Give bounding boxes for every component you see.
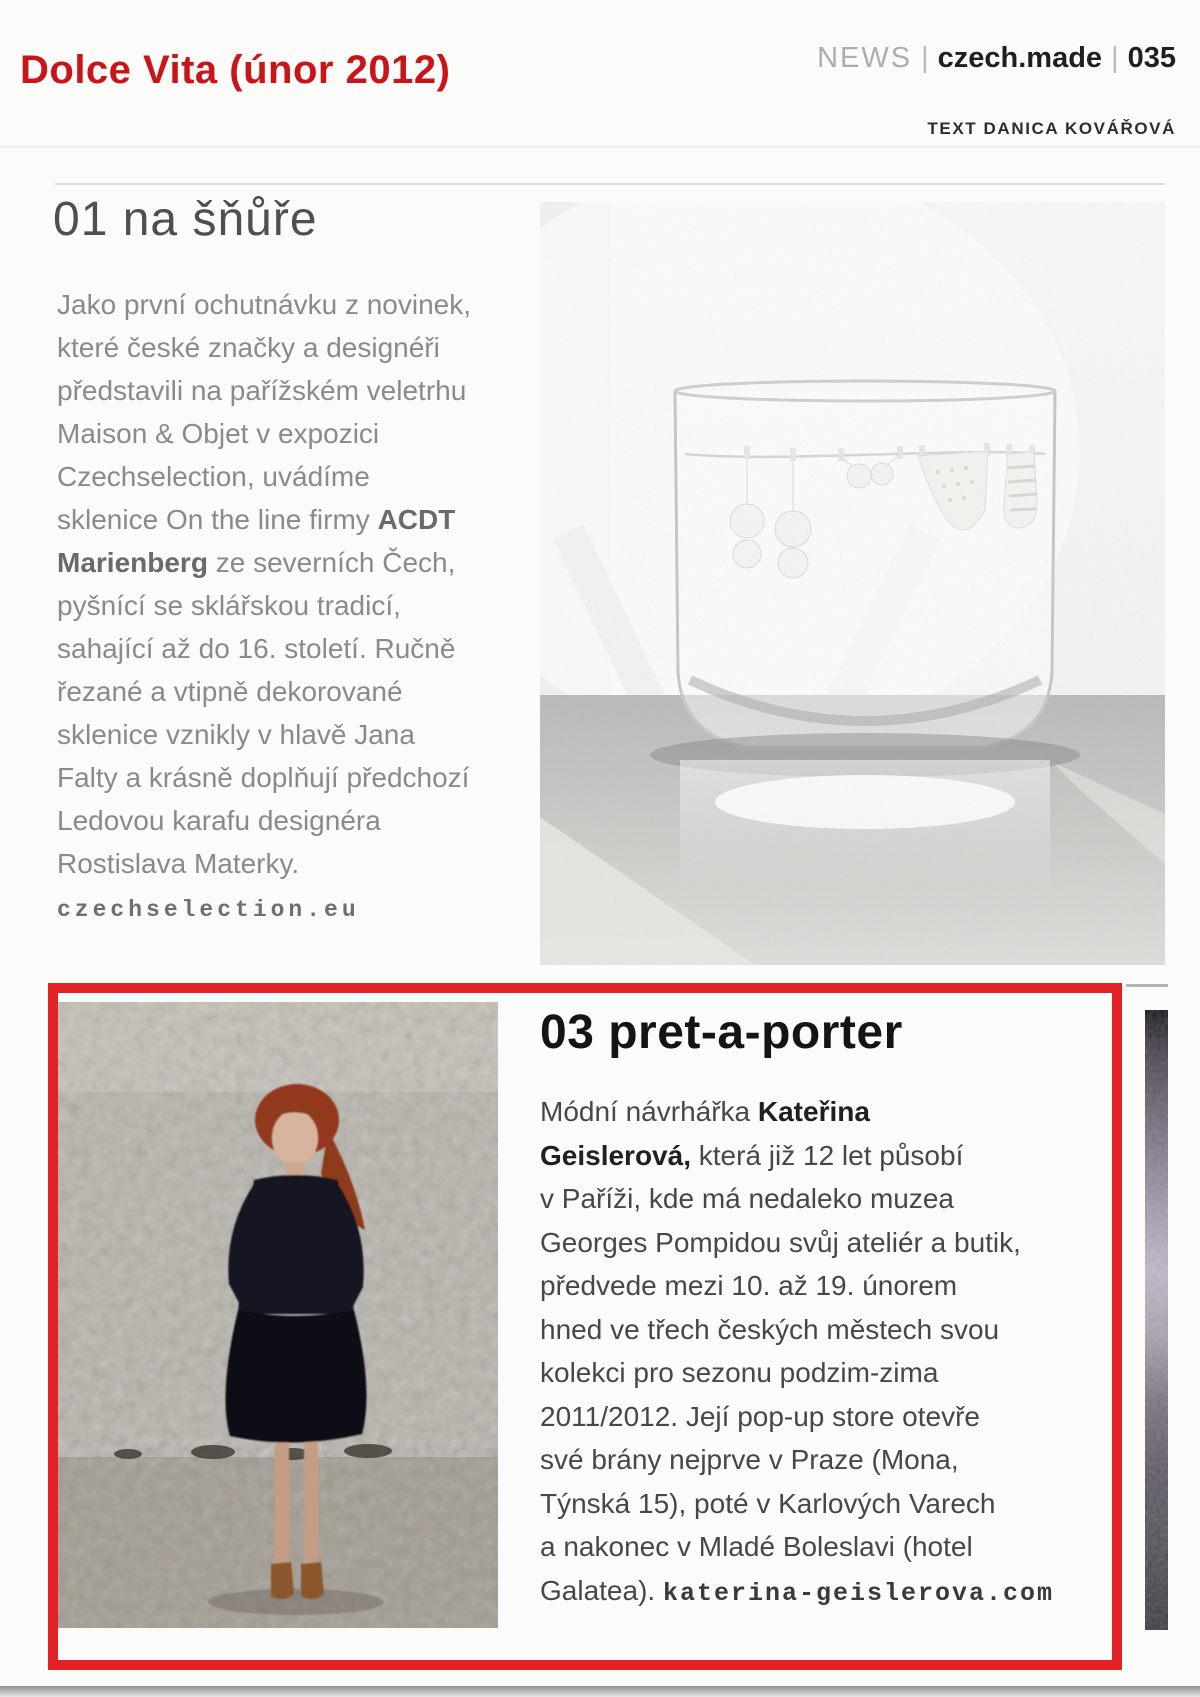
- scan-seam-line: [0, 146, 1200, 148]
- figure-shadow: [208, 1589, 384, 1615]
- text-line: Jako první ochutnávku z novinek,: [57, 289, 472, 320]
- article-03-title: 03 pret-a-porter: [540, 1006, 903, 1059]
- text-line: představili na pařížském veletrhu: [57, 375, 467, 406]
- text-line: své brány nejprve v Praze (Mona,: [540, 1444, 959, 1475]
- text-line: Rostislava Materky.: [57, 848, 300, 879]
- model-leg: [304, 1432, 318, 1570]
- text-line: Czechselection, uvádíme: [57, 461, 370, 492]
- text-line: Geislerová, která již 12 let působí: [540, 1139, 964, 1171]
- text-line: sahající až do 16. století. Ručně: [57, 633, 456, 664]
- article-01-url: czechselection.eu: [57, 897, 360, 923]
- text-line: Falty a krásně doplňují předchozí: [57, 762, 470, 793]
- text-line: v Paříži, kde má nedaleko muzea: [540, 1183, 954, 1214]
- text-line: hned ve třech českých městech svou: [540, 1313, 1000, 1345]
- source-label: Dolce Vita (únor 2012): [20, 48, 451, 92]
- text-line: Maison & Objet v expozici: [57, 418, 380, 449]
- strip-texture: [1145, 1010, 1168, 1630]
- text-line: řezané a vtipně dekorované: [57, 676, 403, 707]
- model-photo: [58, 1002, 498, 1628]
- header-page-number: 035: [1127, 42, 1176, 74]
- text-line: Týnská 15), poté v Karlových Varech: [540, 1487, 996, 1519]
- text-line: pyšnící se sklářskou tradicí,: [57, 590, 401, 621]
- text-line: Galatea). katerina-geislerova.com: [540, 1574, 1055, 1608]
- text-line: a nakonec v Mladé Boleslavi (hotel: [540, 1531, 973, 1562]
- text-line: Módní návrhářka Kateřina: [540, 1096, 870, 1127]
- text-line: které české značky a designéři: [57, 332, 440, 363]
- header-separator: |: [921, 42, 929, 74]
- article-01-title: 01 na šňůře: [53, 193, 318, 246]
- article-01-body: [57, 283, 532, 885]
- text-line: Georges Pompidou svůj ateliér a butik,: [540, 1226, 1021, 1258]
- model-skirt: [226, 1310, 367, 1443]
- section-rule: [55, 183, 1165, 185]
- text-line: sklenice On the line firmy ACDT: [57, 504, 456, 535]
- model-leg: [275, 1432, 289, 1570]
- article-03-body: [540, 1090, 1105, 1615]
- page-bottom-edge: [0, 1686, 1200, 1697]
- text-line: sklenice vznikly v hlavě Jana: [57, 719, 415, 750]
- text-line: kolekci pro sezonu podzim-zima: [540, 1357, 939, 1388]
- text-line: 2011/2012. Její pop-up store otevře: [540, 1400, 981, 1432]
- photo-grain: [540, 202, 1165, 965]
- model-sandal: [271, 1562, 294, 1599]
- header-separator: |: [1111, 42, 1119, 74]
- cropped-section-rule: [1126, 984, 1168, 987]
- model-sandal: [301, 1562, 324, 1599]
- byline: TEXT DANICA KOVÁŘOVÁ: [927, 119, 1176, 138]
- text-line: Ledovou karafu designéra: [57, 805, 381, 836]
- glass-photo: [540, 202, 1165, 965]
- text-line: předvede mezi 10. až 19. únorem: [540, 1270, 958, 1301]
- model-face: [272, 1110, 318, 1166]
- header-category-label: czech.made: [937, 42, 1103, 74]
- text-line: Marienberg ze severních Čech,: [57, 547, 456, 578]
- cropped-right-photo: [1145, 1010, 1168, 1630]
- header-section-label: NEWS: [817, 42, 913, 74]
- magazine-header: [817, 42, 1176, 75]
